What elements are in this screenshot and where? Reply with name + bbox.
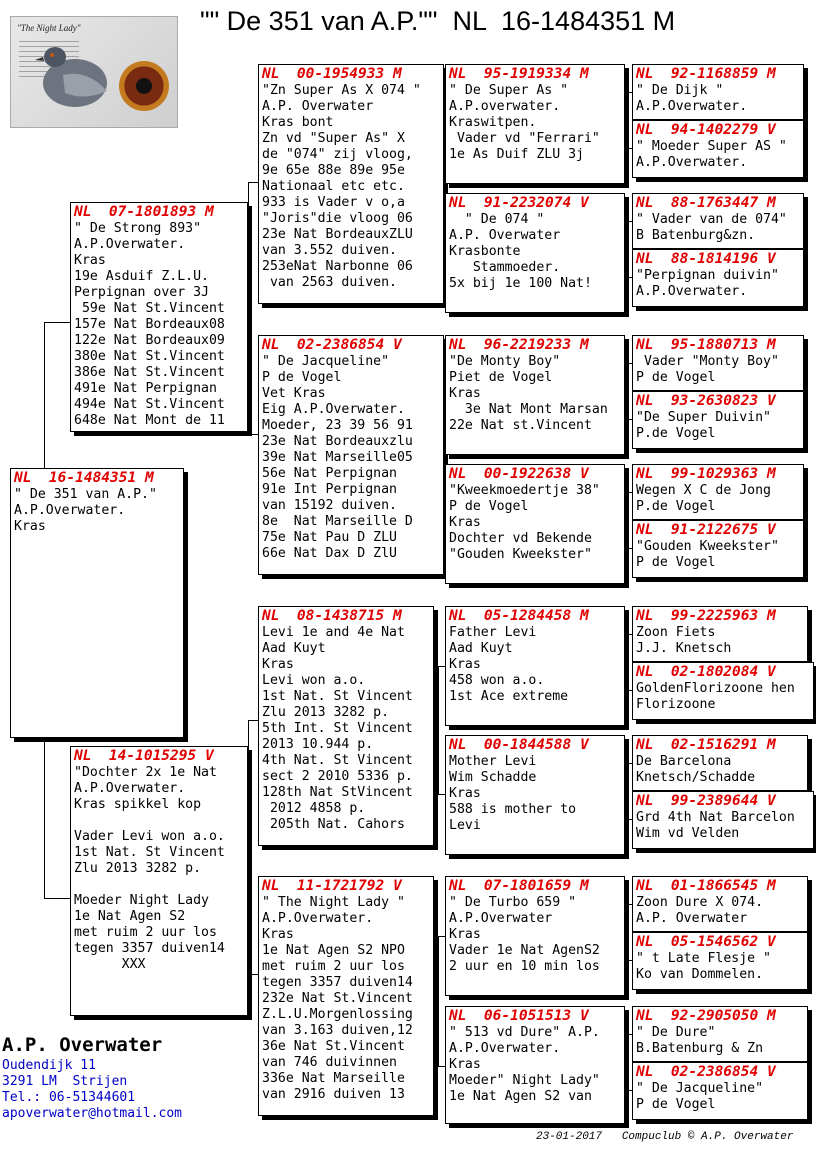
pedigree-text-line: 128th Nat StVincent <box>262 785 413 800</box>
ring-number: NL 92-1168859 M <box>636 66 776 82</box>
pedigree-text-line: Nationaal etc etc. <box>262 179 405 194</box>
connector-line <box>627 1034 628 1090</box>
pedigree-text-line: " De Strong 893" <box>74 221 202 236</box>
g2-box <box>632 120 804 178</box>
pedigree-text-line: P de Vogel <box>262 370 342 385</box>
g8-box <box>632 520 804 578</box>
connector-line <box>627 634 628 690</box>
pedigree-text-line: 380e Nat St.Vincent <box>74 349 225 364</box>
pedigree-text-line: 1e As Duif ZLU 3j <box>449 147 584 162</box>
mmf-box <box>445 876 625 996</box>
pedigree-text-line: P de Vogel <box>636 1097 716 1112</box>
pedigree-text-line: tegen 3357 duiven14 <box>74 941 225 956</box>
pedigree-text-line: Florizoone <box>636 697 716 712</box>
connector-line <box>438 666 439 794</box>
pedigree-text-line: met ruim 2 uur los <box>74 925 217 940</box>
ring-number: NL 99-2225963 M <box>636 608 776 624</box>
connector-line <box>248 720 258 721</box>
pedigree-text-line: 1st Nat. St Vincent <box>262 689 413 704</box>
ring-number: NL 07-1801659 M <box>449 878 589 894</box>
connector-line <box>44 738 45 898</box>
pedigree-text-line: Mother Levi <box>449 754 537 769</box>
ring-number: NL 93-2630823 V <box>636 393 776 409</box>
fm-box <box>258 335 444 575</box>
subject-box <box>10 468 184 738</box>
ffm-box <box>445 193 625 313</box>
pedigree-text-line: J.J. Knetsch <box>636 641 732 656</box>
pedigree-text-line: Wegen X C de Jong <box>636 483 771 498</box>
mmm-box <box>445 1006 625 1124</box>
pedigree-text-line: Levi 1e and 4e Nat <box>262 625 405 640</box>
pedigree-text-line: A.P.Overwater. <box>636 155 748 170</box>
pedigree-text-line: 494e Nat St.Vincent <box>74 397 225 412</box>
pedigree-text-line: "De Super Duivin" <box>636 410 771 425</box>
pedigree-text-line: P de Vogel <box>636 555 716 570</box>
pedigree-text-line: Wim Schadde <box>449 770 537 785</box>
ring-number: NL 11-1721792 V <box>262 878 402 894</box>
pedigree-text-line: Kras <box>74 253 106 268</box>
connector-line <box>438 794 445 795</box>
pedigree-text-line: A.P.Overwater. <box>74 237 186 252</box>
pedigree-text-line: Vet Kras <box>262 386 326 401</box>
pedigree-text-line: van 15192 duiven. <box>262 498 397 513</box>
pedigree-text-line: A.P.Overwater. <box>636 284 748 299</box>
ring-number: NL 99-1029363 M <box>636 466 776 482</box>
g13-box <box>632 876 808 932</box>
pedigree-text-line: van 3.552 duiven. <box>262 243 397 258</box>
connector-line <box>248 720 249 974</box>
pedigree-text-line: de "074" zij vloog, <box>262 147 413 162</box>
connector-line <box>627 221 628 277</box>
ring-number: NL 16-1484351 M <box>14 470 154 486</box>
photo-caption: "The Night Lady" <box>17 23 81 33</box>
pedigree-text-line: sect 2 2010 5336 p. <box>262 769 413 784</box>
pedigree-text-line: Kras <box>262 657 294 672</box>
ring-number: NL 00-1844588 V <box>449 737 589 753</box>
pedigree-text-line: P.de Vogel <box>636 426 716 441</box>
pedigree-text-line: Kras spikkel kop <box>74 797 202 812</box>
footer-credit: 23-01-2017 Compuclub © A.P. Overwater <box>536 1131 794 1143</box>
breeder-contact <box>2 1034 182 1122</box>
pedigree-text-line: 2012 4858 p. <box>262 801 366 816</box>
pedigree-text-line: Wim vd Velden <box>636 826 740 841</box>
pedigree-text-line: Zlu 2013 3282 p. <box>262 705 390 720</box>
breeder-phone: Tel.: 06-51344601 <box>2 1090 136 1105</box>
connector-line <box>438 936 439 1066</box>
breeder-name: A.P. Overwater <box>2 1034 163 1056</box>
father-box <box>70 202 248 432</box>
ring-number: NL 91-2122675 V <box>636 522 776 538</box>
pedigree-text-line: " De Dijk " <box>636 83 724 98</box>
g6-box <box>632 391 804 449</box>
connector-line <box>248 182 258 183</box>
connector-line <box>627 363 628 419</box>
pedigree-text-line: 39e Nat Marseille05 <box>262 450 413 465</box>
pedigree-text-line: 205th Nat. Cahors <box>262 817 405 832</box>
g3-box <box>632 193 804 249</box>
ring-number: NL 02-2386854 V <box>636 1064 776 1080</box>
g4-box <box>632 249 804 307</box>
pedigree-text-line: " De Jacqueline" <box>636 1081 764 1096</box>
pedigree-text-line: met ruim 2 uur los <box>262 959 405 974</box>
pedigree-text-line: 75e Nat Pau D ZLU <box>262 530 397 545</box>
pedigree-text-line: van 2563 duiven. <box>262 275 397 290</box>
ring-number: NL 96-2219233 M <box>449 337 589 353</box>
pedigree-text-line: Kras <box>14 519 46 534</box>
ring-number: NL 01-1866545 M <box>636 878 776 894</box>
pedigree-text-line: 36e Nat St.Vincent <box>262 1039 405 1054</box>
pedigree-text-line: 157e Nat Bordeaux08 <box>74 317 225 332</box>
pedigree-text-line: Kras <box>449 786 481 801</box>
pedigree-text-line: 386e Nat St.Vincent <box>74 365 225 380</box>
pedigree-text-line: "De Monty Boy" <box>449 354 561 369</box>
g5-box <box>632 335 804 391</box>
ff-box <box>258 64 444 304</box>
ring-number: NL 95-1919334 M <box>449 66 589 82</box>
pedigree-text-line: 56e Nat Perpignan <box>262 466 397 481</box>
ring-number: NL 06-1051513 V <box>449 1008 589 1024</box>
pedigree-text-line: Kras bont <box>262 115 334 130</box>
ring-number: NL 02-2386854 V <box>262 337 402 353</box>
pedigree-text-line: 5x bij 1e 100 Nat! <box>449 276 592 291</box>
pedigree-text-line: 2 uur en 10 min los <box>449 959 600 974</box>
pedigree-text-line: Vader vd "Ferrari" <box>449 131 600 146</box>
g10-box <box>632 662 814 720</box>
pedigree-text-line: " De 351 van A.P." <box>14 487 157 502</box>
ring-number: NL 91-2232074 V <box>449 195 589 211</box>
g14-box <box>632 932 808 990</box>
pedigree-text-line: " De 074 " <box>449 212 545 227</box>
ring-number: NL 99-2389644 V <box>636 793 776 809</box>
pedigree-text-line: Kraswitpen. <box>449 115 537 130</box>
pedigree-text-line: Kras <box>449 386 481 401</box>
pedigree-text-line: Moeder" Night Lady" <box>449 1073 600 1088</box>
pedigree-text-line: Kras <box>262 927 294 942</box>
pedigree-text-line: 3e Nat Mont Marsan <box>449 402 608 417</box>
pedigree-text-line: Stammoeder. <box>449 260 561 275</box>
pedigree-text-line: Moeder Night Lady <box>74 893 209 908</box>
pedigree-text-line: Zoon Fiets <box>636 625 716 640</box>
ring-number: NL 08-1438715 M <box>262 608 402 624</box>
breeder-city: 3291 LM Strijen <box>2 1074 128 1089</box>
g7-box <box>632 464 804 520</box>
connector-line <box>438 666 445 667</box>
pedigree-text-line: 232e Nat St.Vincent <box>262 991 413 1006</box>
pedigree-text-line: 122e Nat Bordeaux09 <box>74 333 225 348</box>
pedigree-text-line: "Joris"die vloog 06 <box>262 211 413 226</box>
mother-box <box>70 746 248 1016</box>
pedigree-text-line: P de Vogel <box>636 370 716 385</box>
mff-box <box>445 606 625 726</box>
connector-line <box>627 904 628 960</box>
g16-box <box>632 1062 808 1120</box>
pedigree-text-line: A.P. Overwater <box>262 99 374 114</box>
pedigree-text-line: "Perpignan duivin" <box>636 268 779 283</box>
pedigree-text-line: "Gouden Kweekster" <box>449 547 592 562</box>
pedigree-text-line: GoldenFlorizoone hen <box>636 681 795 696</box>
pedigree-text-line: 59e Nat St.Vincent <box>74 301 225 316</box>
pedigree-text-line: A.P. Overwater <box>449 228 561 243</box>
pedigree-text-line: Zoon Dure X 074. <box>636 895 764 910</box>
pedigree-text-line: 491e Nat Perpignan <box>74 381 217 396</box>
pedigree-text-line: Z.L.U.Morgenlossing <box>262 1007 413 1022</box>
pigeon-eye-icon <box>119 61 169 111</box>
pedigree-text-line: 5th Int. St Vincent <box>262 721 413 736</box>
pedigree-text-line: 22e Nat st.Vincent <box>449 418 592 433</box>
pedigree-text-line: Piet de Vogel <box>449 370 553 385</box>
breeder-street: Oudendijk 11 <box>2 1058 96 1073</box>
pedigree-text-line: 1st Nat. St Vincent <box>74 845 225 860</box>
pedigree-text-line: van 2916 duiven 13 <box>262 1087 405 1102</box>
g12-box <box>632 791 814 849</box>
pedigree-text-line: Levi won a.o. <box>262 673 366 688</box>
pedigree-text-line: Vader 1e Nat AgenS2 <box>449 943 600 958</box>
pedigree-text-line: Kras <box>449 1057 481 1072</box>
g9-box <box>632 606 808 662</box>
pedigree-text-line: A.P.Overwater. <box>449 1041 561 1056</box>
fmf-box <box>445 335 625 455</box>
pedigree-text-line: XXX <box>74 957 146 972</box>
pedigree-text-line: " The Night Lady " <box>262 895 405 910</box>
pedigree-text-line: " De Super As " <box>449 83 569 98</box>
pedigree-text-line: " Vader van de 074" <box>636 212 787 227</box>
pedigree-text-line: " 513 vd Dure" A.P. <box>449 1025 600 1040</box>
ring-number: NL 05-1546562 V <box>636 934 776 950</box>
pedigree-text-line: 23e Nat Bordeauxzlu <box>262 434 413 449</box>
connector-line <box>248 974 258 975</box>
ring-number: NL 94-1402279 V <box>636 122 776 138</box>
pedigree-text-line: 648e Nat Mont de 11 <box>74 413 225 428</box>
pedigree-text-line: Vader "Monty Boy" <box>636 354 779 369</box>
g1-box <box>632 64 804 120</box>
pedigree-text-line: 933 is Vader v o,a <box>262 195 405 210</box>
g15-box <box>632 1006 808 1062</box>
pedigree-text-line: A.P.Overwater <box>449 911 553 926</box>
g11-box <box>632 735 808 791</box>
mf-box <box>258 606 434 846</box>
pedigree-text-line: 19e Asduif Z.L.U. <box>74 269 209 284</box>
page-title: "" De 351 van A.P."" NL 16-1484351 M <box>200 6 676 36</box>
pedigree-text-line: van 3.163 duiven,12 <box>262 1023 413 1038</box>
pedigree-text-line: 1e Nat Agen S2 NPO <box>262 943 405 958</box>
pedigree-text-line: De Barcelona <box>636 754 732 769</box>
pedigree-text-line: Levi <box>449 818 481 833</box>
mfm-box <box>445 735 625 855</box>
pedigree-text-line: 4th Nat. St Vincent <box>262 753 413 768</box>
pedigree-text-line: " De Turbo 659 " <box>449 895 577 910</box>
pedigree-text-line: P de Vogel <box>449 499 529 514</box>
pedigree-text-line: A.P.Overwater. <box>636 99 748 114</box>
pedigree-text-line: " De Jacqueline" <box>262 354 390 369</box>
connector-line <box>627 763 628 819</box>
pedigree-text-line: 9e 65e 88e 89e 95e <box>262 163 405 178</box>
pedigree-text-line: A.P.Overwater. <box>14 503 126 518</box>
connector-line <box>44 322 45 468</box>
pedigree-text-line: Krasbonte <box>449 244 521 259</box>
pedigree-text-line <box>74 877 244 893</box>
ring-number: NL 92-2905050 M <box>636 1008 776 1024</box>
pedigree-text-line: Kras <box>449 515 481 530</box>
ring-number: NL 00-1922638 V <box>449 466 589 482</box>
pedigree-text-line: Perpignan over 3J <box>74 285 209 300</box>
fff-box <box>445 64 625 184</box>
ring-number: NL 02-1802084 V <box>636 664 776 680</box>
connector-line <box>44 898 70 899</box>
pedigree-text-line: van 746 duivinnen <box>262 1055 397 1070</box>
ring-number: NL 02-1516291 M <box>636 737 776 753</box>
connector-line <box>44 322 70 323</box>
pedigree-text-line: P.de Vogel <box>636 499 716 514</box>
pedigree-text-line: B.Batenburg & Zn <box>636 1041 764 1056</box>
pedigree-text-line: " Moeder Super AS " <box>636 139 787 154</box>
fmm-box <box>445 464 625 584</box>
pedigree-text-line: A.P.overwater. <box>449 99 561 114</box>
pedigree-text-line: Aad Kuyt <box>262 641 326 656</box>
breeder-email[interactable]: apoverwater@hotmail.com <box>2 1106 183 1121</box>
pedigree-text-line: 253eNat Narbonne 06 <box>262 259 413 274</box>
connector-line <box>438 936 445 937</box>
pedigree-text-line: Eig A.P.Overwater. <box>262 402 405 417</box>
pedigree-text-line: 23e Nat BordeauxZLU <box>262 227 413 242</box>
pedigree-text-line: Father Levi <box>449 625 537 640</box>
connector-line <box>627 92 628 148</box>
pedigree-text-line: 2013 10.944 p. <box>262 737 374 752</box>
ring-number: NL 14-1015295 V <box>74 748 214 764</box>
ring-number: NL 05-1284458 M <box>449 608 589 624</box>
mm-box <box>258 876 434 1116</box>
pedigree-text-line: B Batenburg&zn. <box>636 228 756 243</box>
pedigree-text-line: Ko van Dommelen. <box>636 967 764 982</box>
ring-number: NL 07-1801893 M <box>74 204 214 220</box>
pedigree-text-line: 66e Nat Dax D ZlU <box>262 546 397 561</box>
pedigree-text-line: 91e Int Perpignan <box>262 482 397 497</box>
pedigree-text-line: Aad Kuyt <box>449 641 513 656</box>
pigeon-photo <box>10 16 178 128</box>
pedigree-text-line: Vader Levi won a.o. <box>74 829 225 844</box>
pedigree-text-line: "Kweekmoedertje 38" <box>449 483 600 498</box>
pedigree-text-line: A.P.Overwater. <box>262 911 374 926</box>
pedigree-text-line: A.P.Overwater. <box>74 781 186 796</box>
pedigree-text-line: 588 is mother to <box>449 802 577 817</box>
pedigree-text-line: Grd 4th Nat Barcelon <box>636 810 795 825</box>
ring-number: NL 95-1880713 M <box>636 337 776 353</box>
pedigree-text-line: "Gouden Kweekster" <box>636 539 779 554</box>
pedigree-text-line: 1e Nat Agen S2 van <box>449 1089 592 1104</box>
pedigree-text-line: 8e Nat Marseille D <box>262 514 413 529</box>
pedigree-text-line: 458 won a.o. <box>449 673 545 688</box>
pedigree-text-line: Knetsch/Schadde <box>636 770 756 785</box>
pedigree-text-line: 1st Ace extreme <box>449 689 569 704</box>
pedigree-text-line: Kras <box>449 657 481 672</box>
pigeon-icon <box>25 35 115 115</box>
pedigree-text-line: "Zn Super As X 074 " <box>262 83 421 98</box>
pedigree-text-line: 336e Nat Marseille <box>262 1071 405 1086</box>
ring-number: NL 88-1763447 M <box>636 195 776 211</box>
connector-line <box>627 492 628 548</box>
connector-line <box>248 434 258 435</box>
pedigree-text-line: Dochter vd Bekende <box>449 531 592 546</box>
pedigree-text-line: A.P. Overwater <box>636 911 748 926</box>
ring-number: NL 88-1814196 V <box>636 251 776 267</box>
pedigree-text-line: Moeder, 23 39 56 91 <box>262 418 413 433</box>
pedigree-text-line <box>74 813 244 829</box>
ring-number: NL 00-1954933 M <box>262 66 402 82</box>
pedigree-text-line: Kras <box>449 927 481 942</box>
pedigree-text-line: "Dochter 2x 1e Nat <box>74 765 225 780</box>
connector-line <box>248 182 249 434</box>
connector-line <box>438 1066 445 1067</box>
pedigree-text-line: Zlu 2013 3282 p. <box>74 861 202 876</box>
pedigree-text-line: Zn vd "Super As" X <box>262 131 405 146</box>
pedigree-text-line: 1e Nat Agen S2 <box>74 909 186 924</box>
pedigree-text-line: " t Late Flesje " <box>636 951 771 966</box>
pedigree-text-line: tegen 3357 duiven14 <box>262 975 413 990</box>
pedigree-text-line: " De Dure" <box>636 1025 716 1040</box>
